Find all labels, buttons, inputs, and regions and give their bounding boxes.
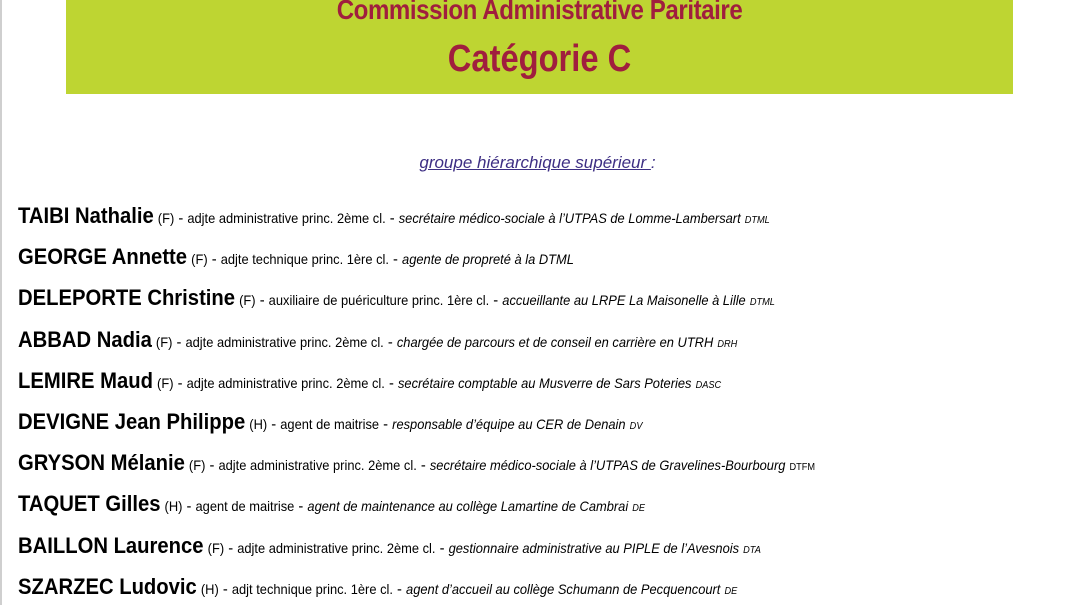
member-name: GRYSON Mélanie bbox=[18, 450, 185, 476]
member-direction: DASC bbox=[695, 379, 722, 391]
member-direction: DV bbox=[629, 420, 643, 432]
member-line-inner: BAILLON Laurence (F) - adjte administrative princ. 2ème cl. - gestionnaire administrative au PIPLE de l’Avesnois DTA bbox=[18, 532, 761, 558]
title-banner bbox=[66, 0, 1013, 94]
member-name: ABBAD Nadia bbox=[18, 326, 152, 352]
member-sex: (F) bbox=[157, 210, 175, 226]
member-name: TAQUET Gilles bbox=[18, 491, 161, 517]
member-line-inner: DELEPORTE Christine (F) - auxiliaire de puériculture princ. 1ère cl. - accueillante au LRPE La Maisonelle à Lille DTML bbox=[18, 285, 775, 311]
member-job: agente de propreté à la DTML bbox=[402, 251, 574, 268]
member-row bbox=[18, 486, 1068, 527]
member-direction: DRH bbox=[717, 338, 738, 350]
member-name: LEMIRE Maud bbox=[18, 367, 153, 393]
member-name: DELEPORTE Christine bbox=[18, 285, 236, 311]
member-grade: adjte administrative princ. 2ème cl. bbox=[187, 210, 386, 226]
member-line-inner: DEVIGNE Jean Philippe (H) - agent de maitrise - responsable d’équipe au CER de Denain DV bbox=[18, 408, 643, 434]
member-job: chargée de parcours et de conseil en carrière en UTRH bbox=[396, 333, 714, 350]
group-heading-colon: : bbox=[650, 153, 656, 172]
member-name: TAIBI Nathalie bbox=[18, 203, 154, 228]
member-row bbox=[18, 239, 1068, 280]
banner-subtitle: Catégorie C bbox=[447, 38, 632, 80]
member-row bbox=[18, 445, 1068, 486]
member-job: secrétaire médico-sociale à l’UTPAS de Gravelines-Bourbourg bbox=[429, 457, 786, 474]
member-grade: adjte administrative princ. 2ème cl. bbox=[185, 333, 384, 350]
member-job: gestionnaire administrative au PIPLE de l’Avesnois bbox=[448, 539, 740, 556]
member-sex: (F) bbox=[155, 333, 173, 350]
member-line-inner: SZARZEC Ludovic (H) - adjt technique princ. 1ère cl. - agent d’accueil au collège Schumann de Pecquencourt DE bbox=[18, 573, 738, 599]
member-direction: DE bbox=[724, 585, 738, 597]
member-grade: auxiliaire de puériculture princ. 1ère cl. bbox=[268, 292, 490, 309]
member-job: secrétaire médico-sociale à l’UTPAS de Lomme-Lambersart bbox=[398, 210, 741, 226]
member-row bbox=[18, 404, 1068, 445]
member-direction: DE bbox=[632, 503, 646, 515]
member-direction: DTML bbox=[749, 297, 775, 309]
member-grade: adjte administrative princ. 2ème cl. bbox=[186, 374, 385, 391]
member-job: agent d’accueil au collège Schumann de Pecquencourt bbox=[406, 580, 721, 597]
member-line-inner: TAQUET Gilles (H) - agent de maitrise - agent de maintenance au collège Lamartine de Cambrai DE bbox=[18, 491, 646, 517]
member-name: BAILLON Laurence bbox=[18, 532, 204, 558]
member-row bbox=[18, 198, 1068, 239]
member-job: responsable d’équipe au CER de Denain bbox=[392, 415, 626, 432]
member-row bbox=[18, 363, 1068, 404]
member-grade: adjt technique princ. 1ère cl. bbox=[231, 580, 393, 597]
member-grade: adjte administrative princ. 2ème cl. bbox=[218, 457, 417, 474]
member-sex: (H) bbox=[164, 498, 183, 515]
members-list bbox=[18, 198, 1068, 610]
member-grade: agent de maitrise bbox=[195, 498, 295, 515]
member-grade: adjte technique princ. 1ère cl. bbox=[220, 251, 389, 268]
left-border bbox=[0, 0, 2, 605]
member-grade: agent de maitrise bbox=[280, 415, 380, 432]
member-sex: (F) bbox=[207, 539, 225, 556]
group-heading-text: groupe hiérarchique supérieur bbox=[419, 153, 651, 172]
member-sex: (F) bbox=[191, 251, 208, 268]
member-direction: DTA bbox=[743, 544, 761, 556]
member-name: SZARZEC Ludovic bbox=[18, 573, 197, 599]
member-row bbox=[18, 322, 1068, 363]
member-line-inner: TAIBI Nathalie (F) - adjte administrative princ. 2ème cl. - secrétaire médico-sociale à l’UTPAS de Lomme-Lambersart DTML bbox=[18, 203, 770, 228]
member-direction: DTFM bbox=[789, 462, 816, 474]
member-job: secrétaire comptable au Musverre de Sars Poteries bbox=[397, 374, 692, 391]
member-sex: (F) bbox=[188, 457, 206, 474]
member-line-inner: GEORGE Annette (F) - adjte technique princ. 1ère cl. - agente de propreté à la DTML bbox=[18, 244, 574, 270]
member-row bbox=[18, 528, 1068, 569]
member-sex: (H) bbox=[200, 580, 219, 597]
member-sex: (F) bbox=[239, 292, 256, 309]
member-line-inner: GRYSON Mélanie (F) - adjte administrative princ. 2ème cl. - secrétaire médico-sociale à l’UTPAS de Gravelines-Bourbourg DTFM bbox=[18, 450, 816, 476]
member-direction: DTML bbox=[744, 215, 770, 226]
member-name: DEVIGNE Jean Philippe bbox=[18, 408, 246, 434]
member-sex: (F) bbox=[157, 374, 174, 391]
member-job: accueillante au LRPE La Maisonelle à Lille bbox=[502, 292, 746, 309]
member-job: agent de maintenance au collège Lamartine de Cambrai bbox=[307, 498, 629, 515]
member-grade: adjte administrative princ. 2ème cl. bbox=[237, 539, 436, 556]
member-line-inner: ABBAD Nadia (F) - adjte administrative princ. 2ème cl. - chargée de parcours et de conseil en carrière en UTRH DRH bbox=[18, 326, 738, 352]
group-heading bbox=[0, 152, 1075, 174]
member-sex: (H) bbox=[249, 415, 268, 432]
member-name: GEORGE Annette bbox=[18, 244, 188, 270]
member-row bbox=[18, 280, 1068, 321]
banner-title: Commission Administrative Paritaire bbox=[336, 0, 743, 25]
member-line-inner: LEMIRE Maud (F) - adjte administrative princ. 2ème cl. - secrétaire comptable au Musverre de Sars Poteries DASC bbox=[18, 367, 722, 393]
member-row bbox=[18, 569, 1068, 610]
